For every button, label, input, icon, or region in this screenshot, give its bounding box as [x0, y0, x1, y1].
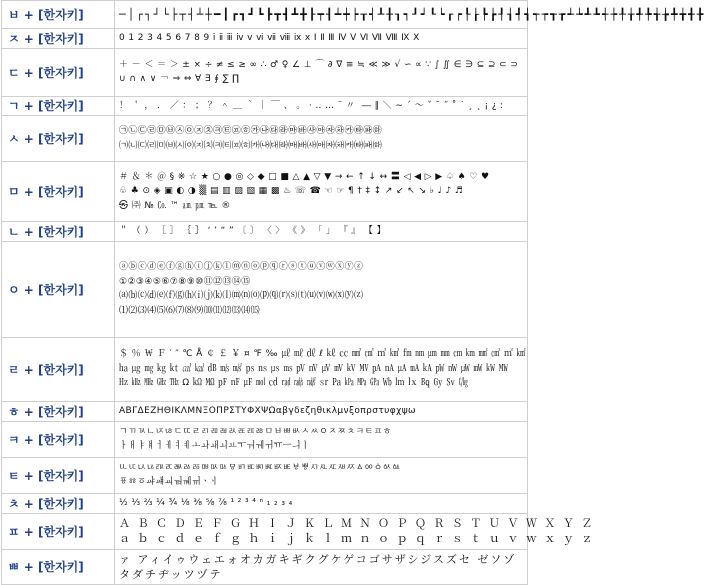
symbol-line: タダチヂッツヅテ [119, 567, 223, 581]
symbol-list [115, 549, 528, 584]
symbol-line: ㏊ ㎍ ㎎ ㎏ ㏏ ㎈ ㎉ ㏈ ㎧ ㎨ ㎰ ㎱ ㎲ ㎳ ㎴ ㎵ ㎶ ㎷ ㎸ ㎹ ㎀ ㎁ ㎂ ㎃ ㎄ ㎺ ㎻ ㎼ ㎽ ㎾ ㎿ [119, 363, 509, 374]
symbol-list [115, 116, 528, 162]
key-combination-label: ㅋ + [한자키] [2, 421, 115, 457]
symbol-list [115, 222, 528, 242]
symbol-table-body [2, 1, 705, 585]
symbol-line: ァ アィイゥウェエォオカガキギクグケゲコゴサザシジスズセ ゼソゾ [119, 552, 517, 566]
hanja-symbol-table [1, 0, 705, 585]
symbol-list [115, 493, 528, 513]
symbol-line: ⒜⒝⒞⒟⒠⒡⒢⒣⒤⒥⒦⒧⒨⒩⒪⒫⒬⒭⒮⒯⒰⒱⒲⒳⒴⒵ [119, 291, 364, 301]
symbol-line: ａ ｂ ｃ ｄ ｅ ｆ ｇ ｈ ｉ ｊ ｋ ｌ ｍ ｎ ｏ ｐ ｑ ｒ ｓ ｔ ｕ ｖ ｗ ｘ ｙ ｚ [119, 532, 595, 545]
symbol-row [2, 241, 528, 337]
symbol-line: ＂ （ ） ［ ］ ｛ ｝ ‘ ’ “ ” 〔 〕 〈 〉 《 》 「 」 『 』 【 】 [119, 226, 386, 236]
symbol-line: ─│┌┐┘└├┬┤┴┼━┃┏┓┛┗┣┳┫┻╋┠┯┨┷┿┝┰┥┸╂┒┑┚┙┖┕┎┍┞┟┡┢┦┧┩┪┭┮┱┲┵┶┹┺┽┾╀╁╃╄╅╆╇╈╉╊ [119, 8, 705, 21]
symbol-row [2, 421, 528, 457]
key-combination-label: ㅈ + [한자키] [2, 29, 115, 49]
key-combination-label: ㅊ + [한자키] [2, 493, 115, 513]
symbol-row [2, 222, 528, 242]
symbol-line: ⓐⓑⓒⓓⓔⓕⓖⓗⓘⓙⓚⓛⓜⓝⓞⓟⓠⓡⓢⓣⓤⓥⓦⓧⓨⓩ [119, 262, 364, 272]
symbol-list [115, 29, 528, 49]
symbol-row [2, 401, 528, 421]
symbol-line: ①②③④⑤⑥⑦⑧⑨⑩⑪⑫⑬⑭⑮ [119, 276, 251, 287]
symbol-line: ＃ ＆ ＊ ＠ § ※ ☆ ★ ○ ● ◎ ◇ ◆ □ ■ △ ▲ ▽ ▼ → ← ↑ ↓ ↔ 〓 ◁ ◀ ▷ ▶ ♤ ♠ ♡ ♥ [119, 171, 490, 182]
key-combination-label: ㅁ + [한자키] [2, 162, 115, 222]
key-combination-label: ㅎ + [한자키] [2, 401, 115, 421]
key-combination-label: ㅇ + [한자키] [2, 241, 115, 337]
symbol-line: ＋ － ＜ ＝ ＞ ± × ÷ ≠ ≤ ≥ ∞ ∴ ♂ ♀ ∠ ⊥ ⌒ ∂ ∇ ≡ ≒ ≪ ≫ √ ∽ ∝ ∵ ∫ ∬ ∈ ∋ ⊆ ⊇ ⊂ ⊃ [119, 59, 519, 70]
key-combination-label: ㅅ + [한자키] [2, 116, 115, 162]
key-combination-label: ㄴ + [한자키] [2, 222, 115, 242]
symbol-line: ㄱㄲㄳㄴㄵㄶㄷㄸㄹㄺㄻㄼㄽㄾㄿㅀㅁㅂㅃㅄㅅㅆㅇㅈㅉㅊㅋㅌㅍㅎ [119, 426, 392, 437]
key-combination-label: ㄹ + [한자키] [2, 337, 115, 401]
symbol-line: ㎐ ㎑ ㎒ ㎓ ㎔ Ω ㏀ ㏁ ㎊ ㎋ ㎌ ㏖ ㏅ ㎭ ㎮ ㎯ ㏛ ㎩ ㎪ ㎫ ㎬ ㏝ ㏐ ㏓ ㏃ ㏉ ㏜ ㏆ [119, 378, 469, 389]
symbol-line: ㅏㅐㅑㅒㅓㅔㅕㅖㅗㅘㅙㅚㅛㅜㅝㅞㅟㅠㅡㅢㅣ [119, 441, 310, 451]
key-combination-label: ㅂ + [한자키] [2, 1, 115, 29]
symbol-line: ½ ⅓ ⅔ ¼ ¾ ⅛ ⅜ ⅝ ⅞ ¹ ² ³ ⁴ ⁿ ₁ ₂ ₃ ₄ [119, 497, 293, 508]
symbol-line: 0 1 2 3 4 5 6 7 8 9 ⅰ ⅱ ⅲ ⅳ ⅴ ⅵ ⅶ ⅷ ⅸ ⅹ Ⅰ Ⅱ Ⅲ Ⅳ Ⅴ Ⅵ Ⅶ Ⅷ Ⅸ Ⅹ [119, 33, 420, 43]
symbol-row [2, 513, 528, 549]
symbol-list [115, 421, 528, 457]
symbol-row [2, 1, 528, 29]
symbol-line: ∪ ∩ ∧ ∨ ￢ ⇒ ⇔ ∀ ∃ ∮ ∑ ∏ [119, 74, 240, 84]
symbol-row [2, 549, 528, 584]
symbol-line: ＄ ％ ￦ Ｆ ′ ″ ℃ Å ￠ ￡ ￥ ¤ ℉ ‰ ㎕ ㎖ ㎗ ℓ ㎘ ㏄ ㎣ ㎤ ㎥ ㎦ ㎙ ㎚ ㎛ ㎜ ㎝ ㎞ ㎟ ㎠ ㎡ ㎢ [119, 349, 526, 360]
symbol-row [2, 48, 528, 96]
symbol-row [2, 96, 528, 116]
symbol-row [2, 337, 528, 401]
symbol-line: ㉠㉡㉢㉣㉤㉥㉦㉧㉨㉩㉪㉫㉬㉭㉮㉯㉰㉱㉲㉳㉴㉵㉶㉷㉸㉹㉺㉻ [119, 126, 383, 136]
symbol-line: ΑΒΓΔΕΖΗΘΙΚΛΜΝΞΟΠΡΣΤΥΦΧΨΩαβγδεζηθικλμνξοπρστυφχψω [119, 405, 416, 416]
symbol-list [115, 401, 528, 421]
symbol-list [115, 48, 528, 96]
symbol-line: ㅥㅦㅧㅨㅩㅪㅫㅬㅭㅮㅯㅰㅱㅲㅳㅴㅵㅶㅷㅸㅹㅺㅻㅼㅽㅾㅿㆀㆁㆂㆃ [119, 462, 401, 473]
symbol-list [115, 96, 528, 116]
key-combination-label: ㅍ + [한자키] [2, 513, 115, 549]
symbol-line: ♧ ♣ ⊙ ◈ ▣ ◐ ◑ ▒ ▤ ▥ ▨ ▧ ▦ ▩ ♨ ☏ ☎ ☜ ☞ ¶ † ‡ ↕ ↗ ↙ ↖ ↘ ♭ ♩ ♪ ♬ [119, 186, 464, 197]
symbol-list [115, 1, 705, 29]
symbol-row [2, 493, 528, 513]
symbol-line: Ａ Ｂ Ｃ Ｄ Ｅ Ｆ Ｇ Ｈ Ｉ Ｊ Ｋ Ｌ Ｍ Ｎ Ｏ Ｐ Ｑ Ｒ Ｓ Ｔ Ｕ Ｖ Ｗ Ｘ Ｙ Ｚ [119, 517, 595, 530]
key-combination-label: ㄷ + [한자키] [2, 48, 115, 96]
symbol-row [2, 457, 528, 493]
symbol-row [2, 116, 528, 162]
symbol-list [115, 337, 528, 401]
symbol-line: ㉿ ㈜ № ㏇ ™ ㏂ ㏘ ℡ ® [119, 200, 231, 211]
key-combination-label: ㅃ + [한자키] [2, 549, 115, 584]
symbol-list [115, 162, 528, 222]
symbol-line: ⑴⑵⑶⑷⑸⑹⑺⑻⑼⑽⑾⑿⒀⒁⒂ [119, 305, 261, 316]
symbol-list [115, 457, 528, 493]
symbol-row [2, 162, 528, 222]
symbol-line: ㆄㆅㆆㆇㆈㆉㆊㆋㆌㆍㆎ [119, 477, 220, 487]
symbol-list [115, 513, 595, 549]
symbol-line: ！ ＇ ， ． ／ ： ； ？ ＾ ＿ ｀ ｜ ￣ 、 。 · ‥ … ¨ 〃 ― ∥ ＼ ∼ ´ ～ ˇ ˘ ˝ ˚ ˙ ¸ ˛ ¡ ¿ ː [119, 100, 504, 111]
key-combination-label: ㄱ + [한자키] [2, 96, 115, 116]
symbol-list [115, 241, 528, 337]
symbol-line: ㈀㈁㈂㈃㈄㈅㈆㈇㈈㈉㈊㈋㈌㈍㈎㈏㈐㈑㈒㈓㈔㈕㈖㈗㈘㈙㈚㈛ [119, 140, 383, 151]
symbol-row [2, 29, 528, 49]
key-combination-label: ㅌ + [한자키] [2, 457, 115, 493]
